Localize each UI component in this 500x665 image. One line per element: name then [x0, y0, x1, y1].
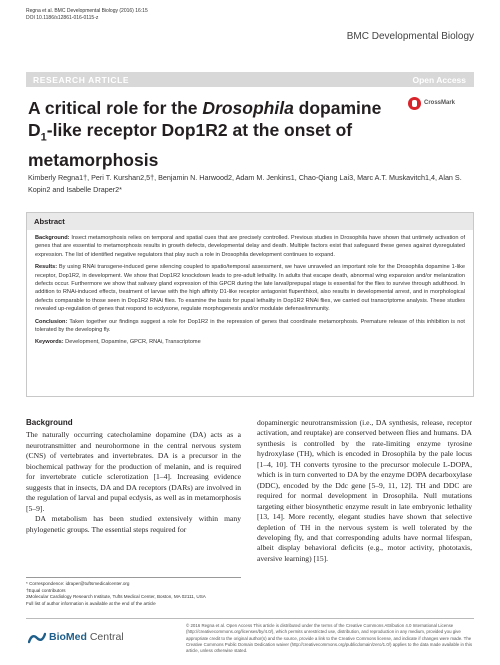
title-italic: Drosophila [202, 98, 294, 118]
abstract-background-label: Background: [35, 235, 70, 241]
crossmark-icon [408, 97, 421, 110]
citation-header [26, 8, 148, 22]
abstract-background [35, 234, 465, 259]
license-text: © 2016 Regna et al. Open Access This article is distributed under the terms of the Creative Commons Attribution 4.0 International License (http://creativecommons.org/licenses/by/4.0/), which permits unrestricted use, distribution, and reproduction in any medium, provided you give appropriate credit to the original author(s) and the source, provide a link to the Creative Commons license, and indicate if changes were made. The Creative Commons Public Domain Dedication waiver (http://creativecommons.org/publicdomain/zero/1.0/) applies to the data made available in this article, unless otherwise stated. [186, 623, 473, 654]
abstract-body [27, 230, 473, 347]
abstract-keywords [35, 338, 465, 346]
title-part-1: A critical role for the [28, 98, 203, 118]
body-paragraph: DA metabolism has been studied extensively within many phylogenetic groups. The essential steps required for [26, 514, 241, 534]
publisher-name [49, 631, 124, 643]
abstract-results-label: Results: [35, 264, 58, 271]
article-title [28, 97, 388, 171]
abstract-background-text: Insect metamorphosis relies on temporal and spatial cues that are precisely controlled. Previous studies in Drosophila have shown that untimely activation of genes that are essential to metamorphosis results in growth defects, developmental delay and death. Multiple factors exist that safeguard these genes against dysregulated expression. The list of identified negative regulators that play such a role in Drosophila development continues to expand. [35, 235, 465, 258]
crossmark-badge[interactable] [408, 97, 468, 110]
author-list: Kimberly Regna1†, Peri T. Kurshan2,5†, Benjamin N. Harwood2, Adam M. Jenkins1, Chao-Qiang Lai3, Marc A.T. Muskavitch1,4, Alan S. Kopin2 and Isabelle Draper2* [28, 173, 462, 194]
abstract-conclusion-text: Taken together our findings suggest a role for Dop1R2 in the repression of genes that coordinate metamorphosis. Premature release of this inhibition is not tolerated by the developing fly. [35, 318, 465, 334]
crossmark-label: CrossMark [424, 100, 456, 106]
abstract-heading: Abstract [27, 213, 473, 230]
title-part-3: -like receptor Dop1R2 at the onset of metamorphosis [28, 120, 353, 170]
article-type-banner [26, 72, 474, 87]
abstract-conclusion [35, 318, 465, 335]
keywords-text: Development, Dopamine, GPCR, RNAi, Transcriptome [63, 339, 201, 346]
publisher-name-part2: Central [86, 631, 124, 643]
abstract-results [35, 263, 465, 313]
author-info-note: Full list of author information is available at the end of the article [26, 600, 156, 606]
body-column-left [26, 418, 241, 535]
publisher-name-part1: BioMed [49, 631, 87, 643]
open-access-label: Open Access [412, 75, 466, 85]
citation-line: Regna et al. BMC Developmental Biology (2016) 16:15 [26, 8, 148, 14]
keywords-label: Keywords: [35, 339, 64, 346]
body-paragraph: The naturally occurring catecholamine dopamine (DA) acts as a neurotransmitter and neurohormone in the central nervous system (CNS) of vertebrates and invertebrates. DA is a precursor in the biochemical pathway for the production of melanin, and is required for invertebrate cuticle sclerotization [1–4]. Increasing evidence suggests that in insects, DA and DA receptors (DARs) are involved in the regulation of larval and pupal ecdysis, as well as in metamorphosis [5–9]. [26, 430, 241, 513]
title-part-2: dopamine D [28, 98, 382, 140]
body-paragraph: dopaminergic neurotransmission (i.e., DA synthesis, release, receptor activation, and reuptake) are conserved between flies and humans. DA synthesis is controlled by the rate-limiting enzyme tyrosine hydroxylase (TH), which is encoded in Drosophila by the pale locus [1–4, 10]. TH converts tyrosine to the precursor molecule L-DOPA, which is in turn converted to DA by the enzyme DOPA decarboxylase (DDC), encoded by the Ddc gene [5–9, 11, 12]. TH and DDC are required for normal development in Drosophila. Null mutations targeting either biosynthetic enzyme result in late embryonic lethality [13, 14]. More recently, elegant studies have shown that selective depletion of TH in the nervous system is well tolerated by the developing fly, and that corresponding adults have normal lifespan, albeit display behavioral deficits (e.g., motor activity, phototaxis, aversive learning) [15]. [257, 418, 472, 563]
doi-line: DOI 10.1186/s12861-016-0115-z [26, 15, 99, 21]
body-column-right [257, 418, 472, 564]
publisher-logo [28, 631, 138, 647]
footnotes [26, 577, 241, 607]
journal-name: BMC Developmental Biology [346, 31, 474, 42]
equal-contributors-note: †Equal contributors [26, 587, 66, 593]
affiliation-note: 2Molecular Cardiology Research Institute, Tufts Medical Center, Boston, MA 02111, USA [26, 594, 206, 599]
publisher-logo-icon [28, 632, 46, 644]
article-type-label: RESEARCH ARTICLE [33, 75, 130, 85]
correspondence-note: * Correspondence: idraper@tuftsmedicalcenter.org [26, 581, 130, 586]
page-footer [26, 618, 474, 654]
abstract-box [26, 212, 474, 397]
abstract-conclusion-label: Conclusion: [35, 318, 68, 325]
title-subscript: 1 [40, 131, 47, 144]
section-heading-background: Background [26, 418, 73, 427]
abstract-results-text: By using RNAi transgene-induced gene silencing coupled to spatio/temporal assessment, we have unraveled an important role for the Drosophila dopamine 1-like receptor, Dop1R2, in development. We show that Dop1R2 knockdown leads to pre-adult lethality. In adults that escape death, abnormal wing expansion and/or melanization defects occur. Furthermore we show that salivary gland expression of this GPCR during the late larval/prepupal stage is essential for the flies to survive through adulthood. In addition to RNAi-induced effects, treatment of larvae with the high affinity D1-like receptor antagonist flupenthixol, also results in developmental arrest, and in morphological defects comparable to those seen in Dop1R2 RNAi flies. To examine the basis for pupal lethality in Dop1R2 RNAi flies, we carried out transcriptome analysis. These studies revealed up-regulation of genes that respond to ecdysone, regulate morphogenesis and/or modulate defense/immunity. [35, 264, 465, 313]
